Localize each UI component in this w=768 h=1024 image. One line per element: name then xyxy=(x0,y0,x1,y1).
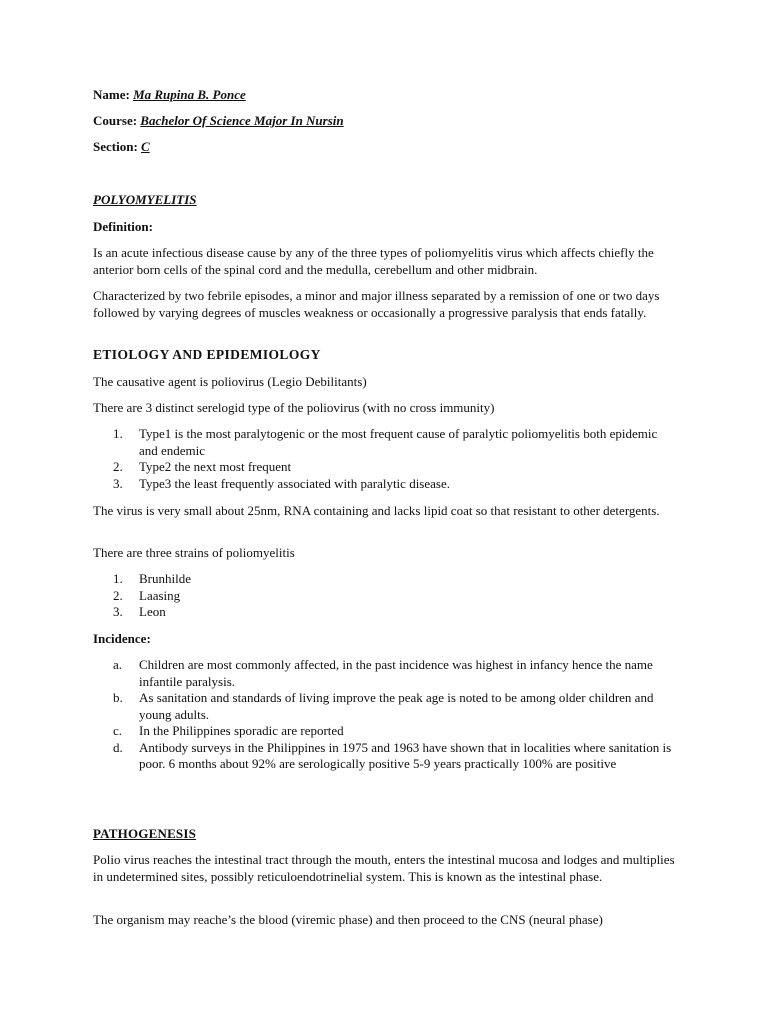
definition-paragraph-2: Characterized by two febrile episodes, a minor and major illness separated by a remission of one or two days followed by varying degrees of muscles weakness or occasionally a progressive paralysis that ends fatally. xyxy=(93,288,660,320)
section-line xyxy=(93,139,678,156)
section-label: Section: xyxy=(93,139,138,154)
list-item: a. Children are most commonly affected, in the past incidence was highest in infancy hence the name infantile paralysis. xyxy=(113,657,653,689)
etiology-paragraph-1: The causative agent is poliovirus (Legio Debilitants) xyxy=(93,374,367,389)
name-line xyxy=(93,87,678,104)
strains-list xyxy=(93,571,678,621)
course-value: Bachelor Of Science Major In Nursin xyxy=(140,113,344,128)
etiology-paragraph-3: The virus is very small about 25nm, RNA containing and lacks lipid coat so that resistant to other detergents. xyxy=(93,503,660,518)
course-line xyxy=(93,113,678,130)
name-label: Name: xyxy=(93,87,130,102)
definition-heading: Definition: xyxy=(93,219,153,234)
pathogenesis-heading: PATHOGENESIS xyxy=(93,826,197,841)
incidence-heading: Incidence: xyxy=(93,631,151,646)
list-item: 3. Leon xyxy=(113,604,166,619)
pathogenesis-paragraph-1: Polio virus reaches the intestinal tract through the mouth, enters the intestinal mucosa and lodges and multiplies in undetermined sites, possibly reticuloendotrinelial system. This is known as the intestinal phase. xyxy=(93,852,675,884)
course-label: Course: xyxy=(93,113,138,128)
list-item: 2. Laasing xyxy=(113,587,181,603)
list-item: c. In the Philippines sporadic are reported xyxy=(113,723,344,738)
pathogenesis-paragraph-2: The organism may reache’s the blood (viremic phase) and then proceed to the CNS (neural phase) xyxy=(93,912,603,927)
incidence-list xyxy=(93,657,678,773)
etiology-paragraph-4: There are three strains of poliomyelitis xyxy=(93,545,295,560)
list-item: 1. Brunhilde xyxy=(113,571,191,586)
name-value: Ma Rupina B. Ponce xyxy=(133,87,246,102)
list-item: 3. Type3 the least frequently associated with paralytic disease. xyxy=(113,475,450,491)
etiology-heading: ETIOLOGY AND EPIDEMIOLOGY xyxy=(93,347,321,362)
list-item: 2. Type2 the next most frequent xyxy=(113,459,292,474)
list-item: 1. Type1 is the most paralytogenic or the most frequent cause of paralytic poliomyelitis both epidemic and endemic xyxy=(113,426,658,458)
etiology-paragraph-2: There are 3 distinct serelogid type of the poliovirus (with no cross immunity) xyxy=(93,400,495,415)
list-item: b. As sanitation and standards of living improve the peak age is noted to be among older children and young adults. xyxy=(113,690,654,722)
definition-paragraph-1: Is an acute infectious disease cause by any of the three types of poliomyelitis virus which affects chiefly the anterior born cells of the spinal cord and the medulla, cerebellum and other midbrain. xyxy=(93,245,654,277)
section-value: C xyxy=(141,139,150,154)
virus-types-list xyxy=(93,426,678,492)
list-item: d. Antibody surveys in the Philippines in 1975 and 1963 have shown that in localities where sanitation is poor. 6 months about 92% are serologically positive 5-9 years practically 100% are positive xyxy=(113,739,672,771)
document-title: POLYOMYELITIS xyxy=(93,192,197,207)
